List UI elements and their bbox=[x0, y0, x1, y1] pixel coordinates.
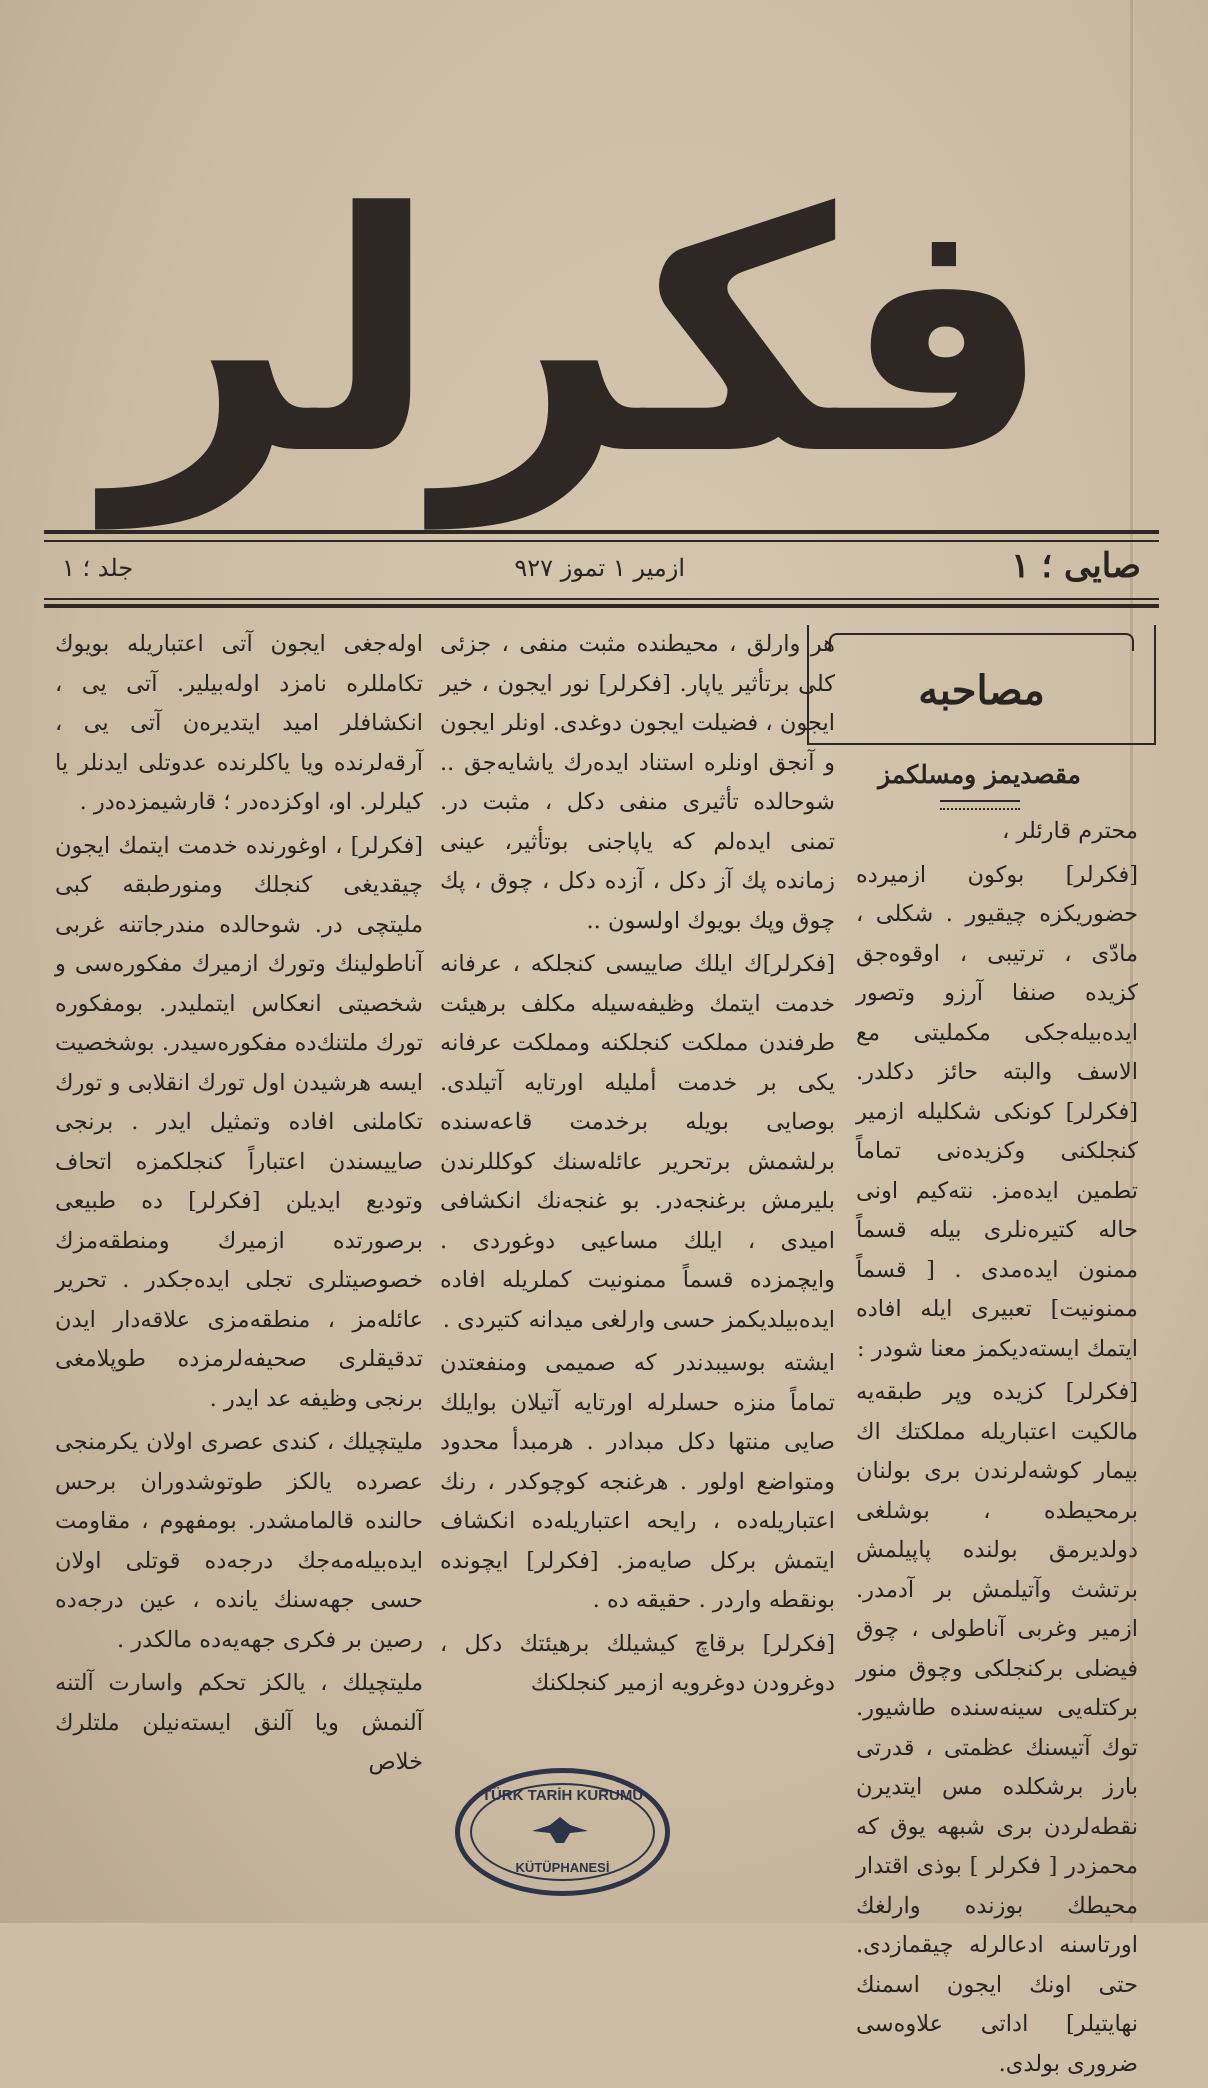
paragraph: [فكرلر] بوكون ازميرده حضوريكزه چيقيور . شكلى ، مادّى ، ترتيبى ، اوقوه‌جق كزيده صنفا آرزو وتصور ايده‌بيله‌جكى مكمليتى مع الاسف والبته حائز دكلدر. [فكرلر] كونكى شكليله ازمير كنجلكنى وكزيدەنى تماماً تطمين ايده‌مز. نته‌كيم اونى حاله كتيره‌نلرى بيله قسماً ممنون ايده‌مدى . [ قسماً ممنونيت] تعبيرى ايله افاده ايتمك ايسته‌ديكمز معنا شودر : bbox=[856, 861, 1138, 1362]
column-right bbox=[856, 812, 1138, 2088]
paragraph: [فكرلر] ، اوغورنده خدمت ايتمك ايجون چيقديغى كنجلك ومنورطبقه كبى مليتچى در. شوحالده مندرجاتنه غربى آناطولينك وتورك ازميرك مفكوره‌سى و شخصيتى انعكاس ايتمليدر. بومفكوره تورك ملتنك‌ده مفكوره‌سيدر. بوشخصيت ايسه هرشيدن اول تورك انقلابى و تورك تكاملنى افاده وتمثيل ايدر . برنجى صاييسندن اعتباراً كنجلكمزه اتحاف وتوديع ايديلن [فكرلر] ده طبيعى برصورتده ازميرك ومنطقه‌مزك خصوصيتلرى تجلى ايده‌جكدر . تحرير عائله‌مز ، منطقه‌مزى علاقه‌دار ايدن تدقيقلرى صحيفه‌لرمزده طوپلامغى برنجى وظيفه عد ايدر . bbox=[55, 832, 423, 1412]
issue-number: صايى ؛ ١ bbox=[1011, 546, 1141, 586]
column-left bbox=[55, 625, 423, 1787]
box-title: مصاحبه bbox=[918, 667, 1045, 714]
paragraph: ايشته بوسيبدندر كه صميمى ومنفعتدن تماماً منزه حسلرله اورتايه آتيلان بوايلك صايى منتها دكل مبدادر . هرمبدأ محدود ومتواضع اولور . هرغنجه كوچوكدر ، رنك اعتباريله‌ده ، رايحه اعتباريله‌ده انكشاف ايتمش بركل صايه‌مز. [فكرلر] ايچونده بونقطه واردر . حقيقه‌ ده . bbox=[440, 1350, 835, 1613]
stamp-bottom-text: KÜTÜPHANESİ bbox=[515, 1860, 610, 1875]
paragraph: هر وارلق ، محيطنده مثبت منفى ، جزئى كلى برتأثير ياپار. [فكرلر] نور ايجون ، خير ايجون ، فضيلت ايجون دوغدى. اونلر ايجون و آنجق اونلره استناد ايده‌رك ياشايه‌جق .. شوحالده تأثيرى منفى دكل ، مثبت در. تمنى ايدەلم كه ياپاجنى بوتأثير، عينى زمانده پك آز دكل ، آزده دكل ، چوق ، پك چوق وپك بويوك اولسون .. bbox=[440, 631, 835, 934]
masthead-title: فكرلر bbox=[108, 143, 1052, 527]
dateline bbox=[50, 548, 1155, 592]
article-subhead: مقصديمز ومسلكمز bbox=[878, 760, 1081, 789]
rule bbox=[44, 604, 1159, 608]
rule bbox=[44, 598, 1159, 600]
paragraph: محترم قارئلر ، bbox=[1002, 818, 1138, 844]
volume-number: جلد ؛ ١ bbox=[62, 554, 134, 582]
paragraph: [فكرلر]ك ايلك صاييسى كنجلكه ، عرفانه خدمت ايتمك وظيفه‌سيله مكلف برهيئت طرفندن مملكت كنجلكنه ومملكت عرفانه يكى بر خدمت أمليله اورتايه آتيلدى. بوصايى بويله برخدمت قاعه‌سنده برلشمش برتحرير عائله‌سنك كوكللرندن بليرمش برغنجه‌در. بو غنجه‌نك انكشافى اميدى ، ايلك مساعيى دوغوردى . وايچمزده قسماً ممنونيت كملريله افاده ايده‌بيلديكمز حسى وارلغى ميدانه كتيردى . bbox=[440, 951, 835, 1333]
eagle-icon bbox=[530, 1813, 590, 1847]
header-box bbox=[807, 625, 1156, 745]
paragraph: اوله‌جغى ايجون آتى اعتباريله بويوك تكامللره نامزد اوله‌بيلير. آتى يى ، انكشافلر اميد ايتديره‌ن آتى يى ، آرقه‌لرنده ويا ياكلرنده عدوتلى ايدنلر يا كيلرلر. او، اوكزده‌در ؛ قارشيمزده‌در . bbox=[55, 631, 423, 815]
column-middle bbox=[440, 625, 835, 1708]
stamp-top-text: TÜRK TARİH KURUMU bbox=[481, 1787, 644, 1804]
library-stamp bbox=[455, 1768, 670, 1896]
paragraph: مليتچيلك ، يالكز تحكم واسارت آلتنه آلنمش ويا آلنق ايسته‌نيلن ملتلرك خلاص bbox=[55, 1670, 423, 1775]
rule bbox=[44, 540, 1159, 542]
ornament-divider bbox=[940, 800, 1020, 810]
issue-date: ازمير ١ تموز ٩٢٧ bbox=[514, 554, 685, 582]
paragraph: مليتچيلك ، كندى عصرى اولان يكرمنجى عصرده يالكز طوتوشدوران برحس حالنده قالمامشدر. بومفهوم ، مقاومت ايده‌بيله‌مه‌جك درجه‌ده قوتلى اولان حسى جهه‌سنك يانده ، عين درجه‌ده رصين بر فكرى جهه‌يه‌ده مالكدر . bbox=[55, 1429, 423, 1653]
rule bbox=[44, 530, 1159, 534]
paragraph: [فكرلر] كزيده وپر طبقه‌يه مالكيت اعتباريله مملكتك اك بيمار كوشه‌لرندن برى بولنان برمحيطده ، بوشلغى دولديرمق بولنده پاپيلمش برتشث وآتيلمش بر آدمدر. ازمير وغربى آناطولى ، چوق فيضلى بركنجلكى وچوق منور بركتله‌يى سينه‌سنده طاشيور. توك آتيسنك عظمتى ، قدرتى بارز برشكلده مس ايتديرن نقطه‌لردن برى شبهه يوق كه محمزدر [ فكرلر ] بوذى اقتدار محيطك بوزنده وارلغك اورتاسنه ادعالرله چيقمازدى. حتى اونك ايجون اسمنك نهايتيلر] اداتى علاوه‌سى ضرورى بولدى. bbox=[856, 1379, 1138, 2077]
paragraph: [فكرلر] برقاچ كيشيلك برهيئتك دكل ، دوغرودن دوغرويه ازمير كنجلكنك bbox=[440, 1630, 835, 1696]
